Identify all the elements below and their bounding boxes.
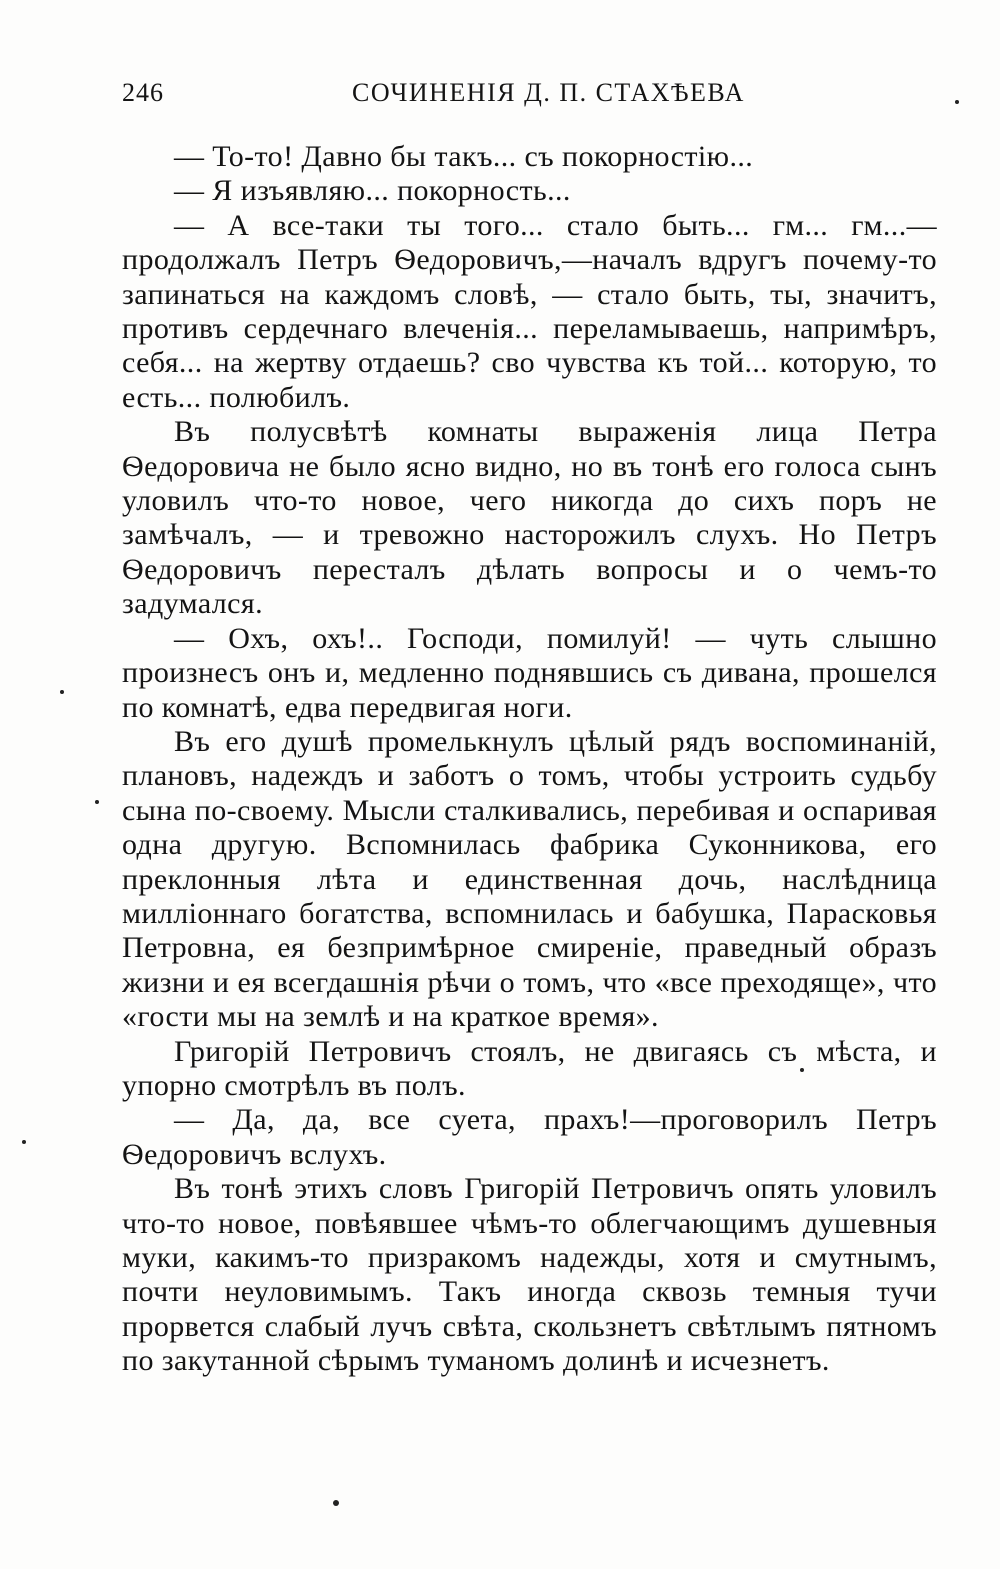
paragraph-1: — То-то! Давно бы такъ... съ покорностію...	[174, 140, 754, 173]
print-speck	[95, 800, 99, 804]
paragraph-8: — Да, да, все суета, прахъ!—проговорилъ Петръ Ѳедоровичъ вслухъ.	[122, 1103, 937, 1171]
page-number: 246	[122, 78, 164, 107]
print-speck	[22, 1140, 26, 1144]
print-speck	[60, 690, 64, 694]
body-text	[122, 140, 937, 1379]
paragraph-5: — Охъ, охъ!.. Господи, помилуй! — чуть слышно произнесъ онъ и, медленно поднявшись съ дивана, прошелся по комнатѣ, едва передвигая ноги.	[122, 621, 937, 724]
paragraph-7: Григорій Петровичъ стоялъ, не двигаясь съ мѣста, и упорно смотрѣлъ въ полъ.	[122, 1034, 937, 1102]
paragraph-2: — Я изъявляю... покорность...	[174, 174, 571, 208]
paragraph-4: Въ полусвѣтѣ комнаты выраженія лица Петра Ѳедоровича не было ясно видно, но въ тонѣ его голоса сынъ уловилъ что-то новое, чего никогда до сихъ поръ не замѣчалъ, — и тревожно насторожилъ слухъ. Но Петръ Ѳедоровичъ пересталъ дѣлать вопросы и о чемъ-то задумался.	[122, 415, 937, 621]
print-speck	[333, 1500, 339, 1506]
print-speck	[800, 1068, 804, 1072]
page-header	[122, 78, 942, 122]
paragraph-9: Въ тонѣ этихъ словъ Григорій Петровичъ опять уловилъ что-то новое, повѣявшее чѣмъ-то облегчающимъ душевныя муки, какимъ-то призракомъ надежды, хотя и смутнымъ, почти неуловимымъ. Такъ иногда сквозь темныя тучи прорвется слабый лучъ свѣта, скользнетъ свѣтлымъ пятномъ по закутанной сѣрымъ туманомъ долинѣ и исчезнетъ.	[122, 1172, 937, 1378]
paragraph-3: — А все-таки ты того... стало быть... гм... гм...— продолжалъ Петръ Ѳедоровичъ,—началъ вдругъ почему-то запинаться на каждомъ словѣ, — стало быть, ты, значитъ, противъ сердечнаго влеченія... переламываешь, напримѣръ, себя... на жертву отдаешь? сво чувства къ той... которую, то есть... полюбилъ.	[122, 208, 937, 414]
paragraph-6: Въ его душѣ промелькнулъ цѣлый рядъ воспоминаній, плановъ, надеждъ и заботъ о томъ, чтобы устроить судьбу сына по-своему. Мысли сталкивались, перебивая и оспаривая одна другую. Вспомнилась фабрика Суконникова, его преклонныя лѣта и единственная дочь, наслѣдница милліоннаго богатства, вспомнилась и бабушка, Парасковья Петровна, ея безпримѣрное смиреніе, праведный образъ жизни и ея всегдашнія рѣчи о томъ, что «все преходяще», что «гости мы на землѣ и на краткое время».	[122, 724, 937, 1034]
print-speck	[955, 100, 959, 104]
running-title: СОЧИНЕНІЯ Д. П. СТАХѢЕВА	[352, 78, 745, 107]
